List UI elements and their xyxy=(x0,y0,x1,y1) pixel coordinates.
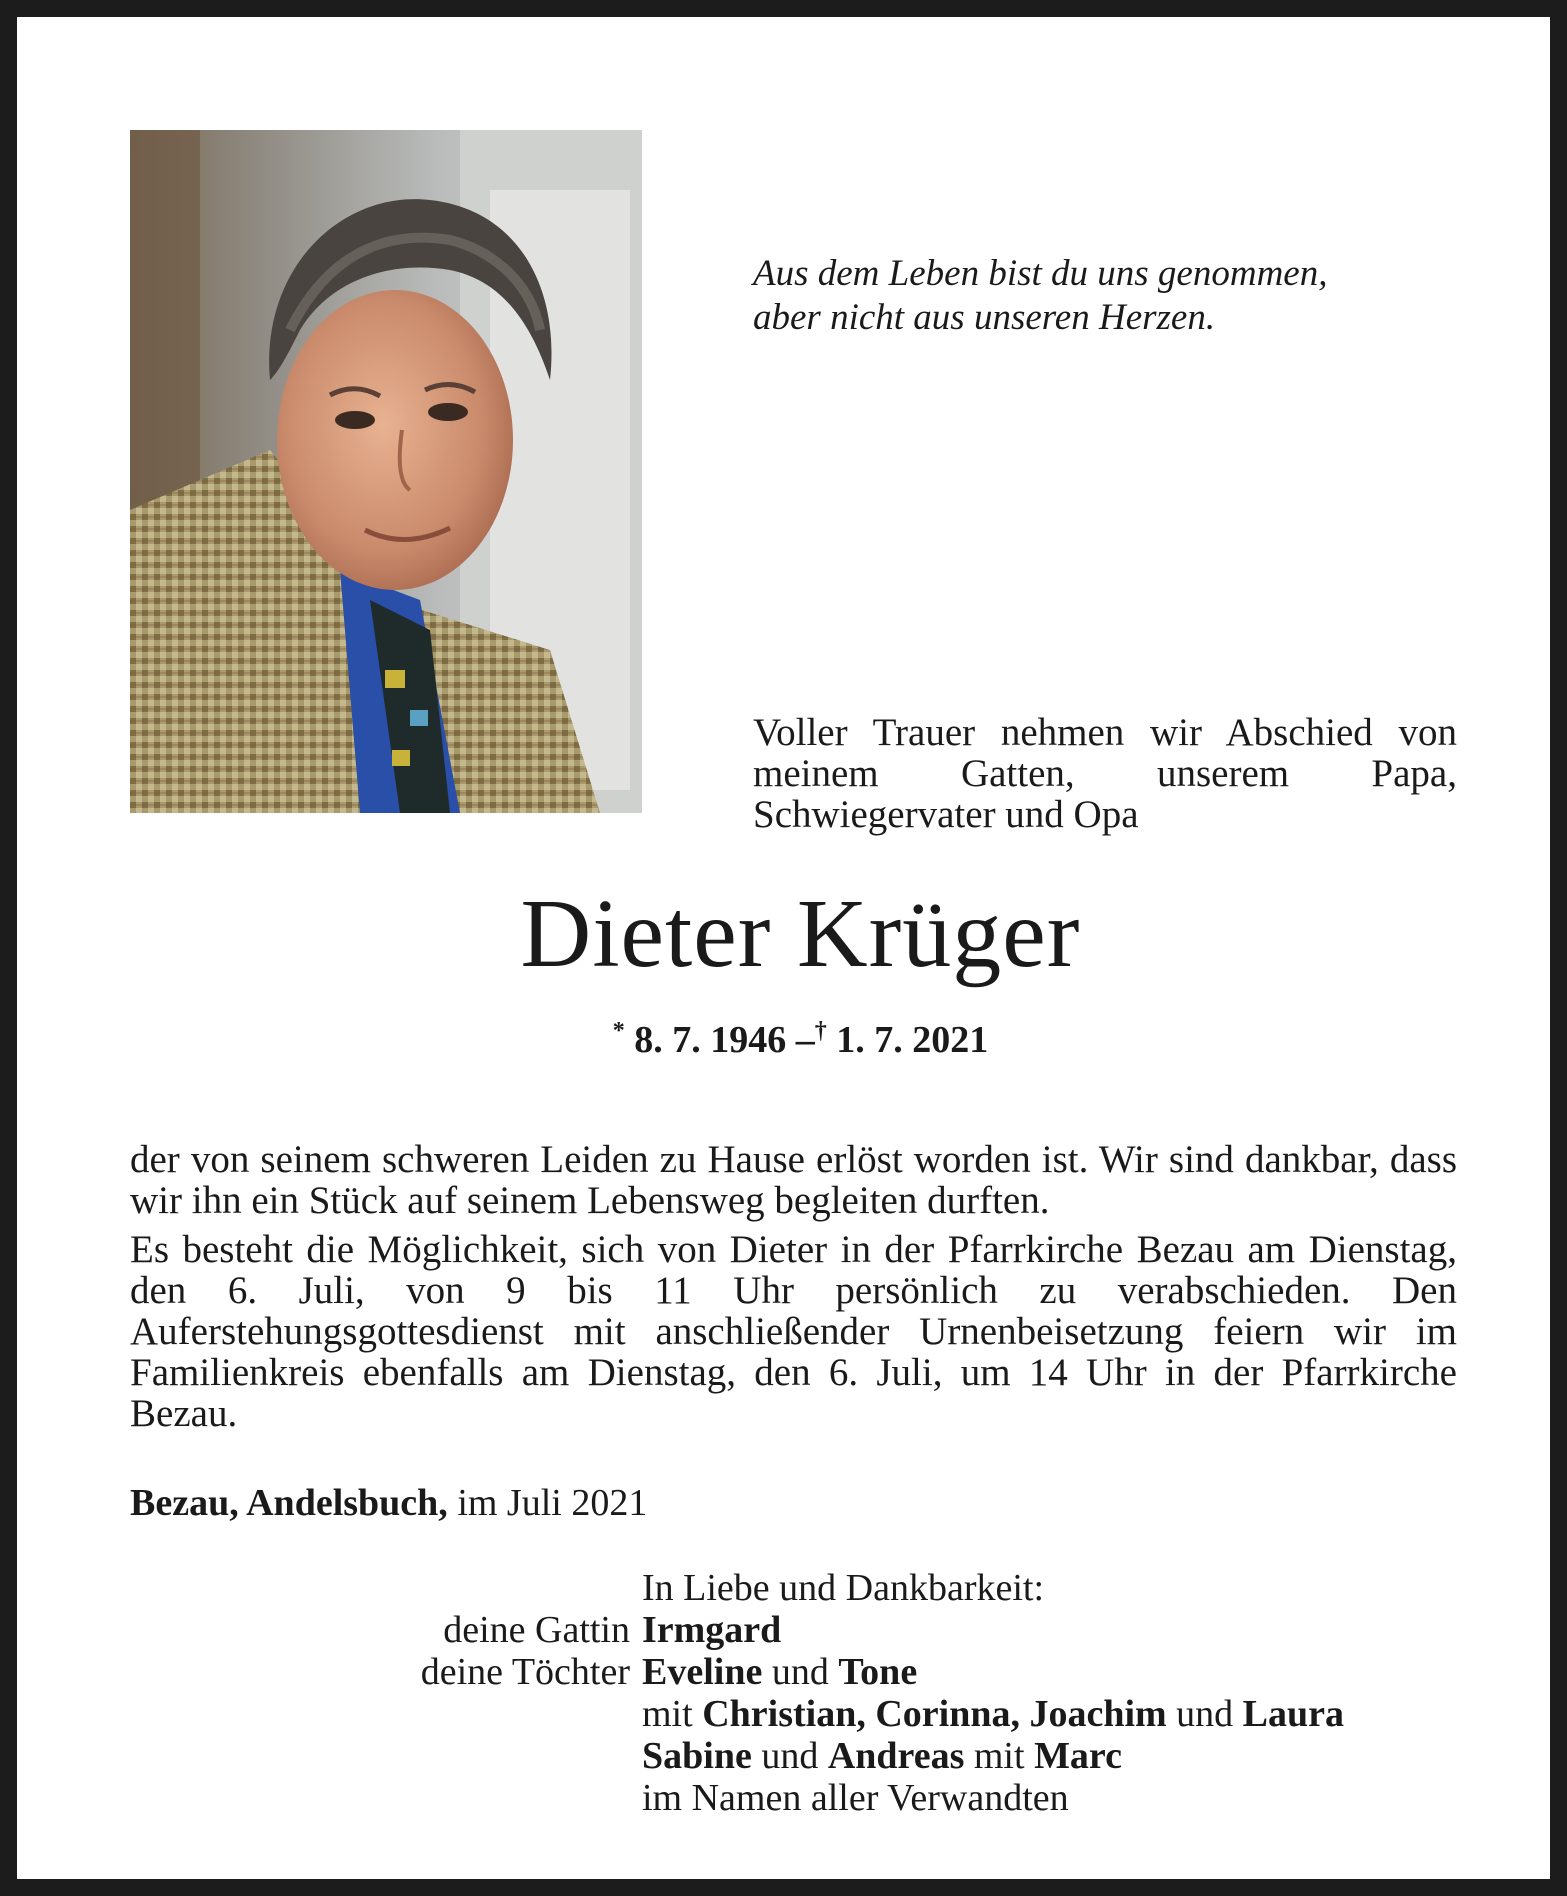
person-3-name: Marc xyxy=(1034,1735,1122,1777)
body-text xyxy=(130,1139,1457,1442)
memorial-quote xyxy=(753,252,1473,340)
signoff-row-wife xyxy=(130,1609,1470,1651)
with-word: mit xyxy=(973,1735,1025,1777)
death-symbol: † xyxy=(814,1018,827,1044)
signoff-row-grandchildren xyxy=(130,1693,1470,1735)
deceased-name: Dieter Krüger xyxy=(520,880,1081,988)
and-word: und xyxy=(761,1735,819,1777)
with-word: mit xyxy=(642,1693,693,1735)
daughter-2-name: Tone xyxy=(838,1651,918,1693)
body-paragraph-2: Es besteht die Möglichkeit, sich von Dieter in der Pfarrkirche Bezau am Dienstag, den 6. Juli, von 9 bis 11 Uhr persönlich zu verabschieden. Den Auferstehungsgottesdienst mit anschließender Urnenbeisetzung feiern wir im Familienkreis ebenfalls am Dienstag, den 6. Juli, um 14 Uhr in der Pfarrkirche Bezau. xyxy=(130,1228,1457,1435)
wife-label: deine Gattin xyxy=(443,1609,630,1651)
grandchildren-names: Christian, Corinna, Joachim xyxy=(702,1693,1167,1735)
wife-name: Irmgard xyxy=(642,1609,782,1651)
intro-text: Voller Trauer nehmen wir Abschied von meinem Gatten, unserem Papa, Schwiegervater und Opa xyxy=(753,711,1457,836)
birth-symbol: * xyxy=(612,1018,625,1044)
signoff-closing: im Namen aller Verwandten xyxy=(642,1777,1069,1819)
body-paragraph-1: der von seinem schweren Leiden zu Hause erlöst worden ist. Wir sind dankbar, dass wir ihn ein Stück auf seinem Lebensweg begleiten durften. xyxy=(130,1138,1457,1222)
quote-line-2: aber nicht aus unseren Herzen. xyxy=(753,297,1216,338)
signoff-row-daughters xyxy=(130,1651,1470,1693)
birth-date: 8. 7. 1946 xyxy=(634,1019,787,1061)
place-towns: Bezau, Andelsbuch, xyxy=(130,1482,448,1524)
and-word: und xyxy=(1176,1693,1234,1735)
person-2-name: Andreas xyxy=(827,1735,965,1777)
quote-line-1: Aus dem Leben bist du uns genommen, xyxy=(753,253,1328,294)
daughter-1-name: Eveline xyxy=(642,1651,763,1693)
portrait-photo xyxy=(130,130,642,813)
place-date: im Juli 2021 xyxy=(457,1482,648,1524)
death-date: 1. 7. 2021 xyxy=(836,1019,989,1061)
grandchild-last-name: Laura xyxy=(1242,1693,1345,1735)
person-1-name: Sabine xyxy=(642,1735,752,1777)
place-and-date xyxy=(130,1481,1330,1525)
signoff-row-family xyxy=(130,1735,1470,1777)
life-dates xyxy=(17,1009,1567,1062)
date-separator: – xyxy=(795,1019,815,1061)
daughters-label: deine Töchter xyxy=(420,1651,630,1693)
signoff-block xyxy=(130,1567,1470,1819)
and-word: und xyxy=(771,1651,829,1693)
signoff-heading: In Liebe und Dankbarkeit: xyxy=(642,1567,1045,1609)
